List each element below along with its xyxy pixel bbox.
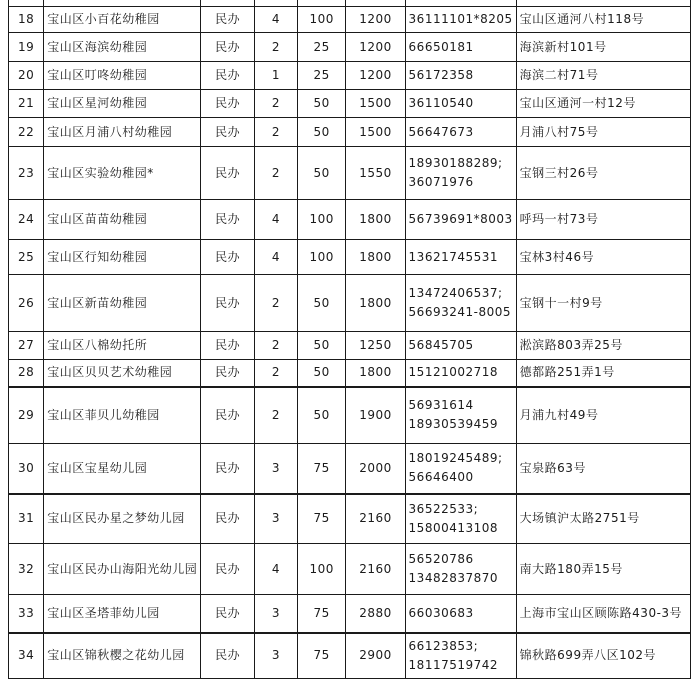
address-cell: 上海市宝山区顾陈路430-3号 [516, 595, 690, 633]
kindergarten-name-cell: 宝山区新苗幼稚园 [44, 275, 201, 332]
table-row [9, 275, 691, 332]
row-number-cell: 26 [9, 275, 44, 332]
school-type-cell: 民办 [201, 544, 255, 595]
fee-cell: 2000 [346, 444, 405, 494]
address-cell: 宝泉路63号 [516, 444, 690, 494]
row-number-cell: 25 [9, 240, 44, 275]
fee-cell: 1200 [346, 33, 405, 62]
class-count-cell: 2 [255, 275, 298, 332]
school-type-cell: 民办 [201, 90, 255, 118]
table-row [9, 147, 691, 200]
table-row [9, 444, 691, 494]
class-count-cell: 2 [255, 33, 298, 62]
kindergarten-name-cell: 宝山区海滨幼稚园 [44, 33, 201, 62]
table-row [9, 7, 691, 33]
row-number-cell: 34 [9, 633, 44, 679]
address-cell: 呼玛一村73号 [516, 200, 690, 240]
capacity-cell: 50 [297, 332, 345, 360]
fee-cell: 1900 [346, 387, 405, 444]
phone-cell [405, 147, 516, 200]
class-count-cell: 4 [255, 240, 298, 275]
capacity-cell: 75 [297, 494, 345, 544]
school-type-cell: 民办 [201, 118, 255, 147]
kindergarten-name-cell: 宝山区民办星之梦幼儿园 [44, 494, 201, 544]
phone-line: 36522533; [408, 501, 479, 516]
phone-line: 18930539459 [408, 417, 499, 432]
phone-line: 66650181 [408, 39, 474, 54]
row-number-cell: 24 [9, 200, 44, 240]
phone-line: 15800413108 [408, 520, 499, 535]
phone-line: 66030683 [408, 605, 474, 620]
capacity-cell: 25 [297, 33, 345, 62]
class-count-cell: 3 [255, 444, 298, 494]
address-cell: 宝山区通河八村118号 [516, 7, 690, 33]
class-count-cell: 3 [255, 595, 298, 633]
capacity-cell: 100 [297, 240, 345, 275]
phone-line: 36111101*8205 [408, 12, 513, 26]
class-count-cell: 1 [255, 62, 298, 90]
capacity-cell: 100 [297, 7, 345, 33]
fee-cell: 1200 [346, 62, 405, 90]
capacity-cell: 75 [297, 595, 345, 633]
phone-line: 56693241-8005 [408, 305, 511, 319]
fee-cell: 1250 [346, 332, 405, 360]
phone-cell [405, 275, 516, 332]
school-type-cell: 民办 [201, 240, 255, 275]
row-number-cell: 29 [9, 387, 44, 444]
school-type-cell: 民办 [201, 332, 255, 360]
phone-line: 56646400 [408, 470, 474, 485]
fee-cell: 1800 [346, 360, 405, 387]
fee-cell: 1800 [346, 275, 405, 332]
table-row [9, 544, 691, 595]
address-cell: 宝林3村46号 [516, 240, 690, 275]
capacity-cell: 100 [297, 544, 345, 595]
phone-cell [405, 544, 516, 595]
school-type-cell: 民办 [201, 33, 255, 62]
row-number-cell: 28 [9, 360, 44, 387]
phone-line: 36071976 [408, 175, 474, 189]
phone-line: 56647673 [408, 124, 474, 139]
phone-cell [405, 332, 516, 360]
phone-line: 13482837870 [408, 571, 499, 585]
table-row [9, 118, 691, 147]
capacity-cell: 50 [297, 275, 345, 332]
class-count-cell: 2 [255, 332, 298, 360]
class-count-cell: 3 [255, 633, 298, 679]
row-number-cell: 32 [9, 544, 44, 595]
fee-cell: 1800 [346, 200, 405, 240]
school-type-cell: 民办 [201, 494, 255, 544]
kindergarten-name-cell: 宝山区行知幼稚园 [44, 240, 201, 275]
class-count-cell: 2 [255, 90, 298, 118]
capacity-cell: 50 [297, 118, 345, 147]
school-type-cell: 民办 [201, 387, 255, 444]
fee-cell: 1500 [346, 118, 405, 147]
address-cell: 宝钢十一村9号 [516, 275, 690, 332]
kindergarten-name-cell: 宝山区锦秋樱之花幼儿园 [44, 633, 201, 679]
row-number-cell: 22 [9, 118, 44, 147]
kindergarten-name-cell: 宝山区八棉幼托所 [44, 332, 201, 360]
class-count-cell: 4 [255, 544, 298, 595]
fee-cell: 2160 [346, 494, 405, 544]
phone-line: 66123853; [408, 638, 479, 653]
capacity-cell: 75 [297, 444, 345, 494]
phone-cell [405, 494, 516, 544]
table-row [9, 633, 691, 679]
table-row [9, 33, 691, 62]
phone-cell [405, 33, 516, 62]
row-number-cell: 21 [9, 90, 44, 118]
row-number-cell: 31 [9, 494, 44, 544]
kindergarten-name-cell: 宝山区小百花幼稚园 [44, 7, 201, 33]
kindergarten-name-cell: 宝山区星河幼稚园 [44, 90, 201, 118]
address-cell: 大场镇沪太路2751号 [516, 494, 690, 544]
capacity-cell: 50 [297, 387, 345, 444]
address-cell: 海滨新村101号 [516, 33, 690, 62]
address-cell: 海滨二村71号 [516, 62, 690, 90]
capacity-cell: 50 [297, 147, 345, 200]
kindergarten-name-cell: 宝山区菲贝儿幼稚园 [44, 387, 201, 444]
phone-cell [405, 633, 516, 679]
capacity-cell: 50 [297, 90, 345, 118]
address-cell: 淞滨路803弄25号 [516, 332, 690, 360]
fee-cell: 1200 [346, 7, 405, 33]
phone-cell [405, 360, 516, 387]
school-type-cell: 民办 [201, 360, 255, 387]
class-count-cell: 2 [255, 387, 298, 444]
phone-line: 36110540 [408, 96, 474, 110]
kindergarten-name-cell: 宝山区苗苗幼稚园 [44, 200, 201, 240]
phone-line: 18019245489; [408, 451, 503, 466]
fee-cell: 2880 [346, 595, 405, 633]
row-number-cell: 18 [9, 7, 44, 33]
table-row [9, 360, 691, 387]
table-row [9, 240, 691, 275]
phone-line: 13472406537; [408, 286, 503, 300]
phone-cell [405, 200, 516, 240]
phone-line: 18930188289; [408, 156, 503, 170]
phone-cell [405, 387, 516, 444]
table-row [9, 62, 691, 90]
table-row [9, 332, 691, 360]
phone-cell [405, 7, 516, 33]
address-cell: 宝山区通河一村12号 [516, 90, 690, 118]
phone-cell [405, 62, 516, 90]
kindergarten-name-cell: 宝山区实验幼稚园* [44, 147, 201, 200]
table-row [9, 595, 691, 633]
class-count-cell: 4 [255, 200, 298, 240]
phone-cell [405, 595, 516, 633]
kindergarten-name-cell: 宝山区贝贝艺术幼稚园 [44, 360, 201, 387]
address-cell: 锦秋路699弄八区102号 [516, 633, 690, 679]
school-type-cell: 民办 [201, 595, 255, 633]
kindergarten-name-cell: 宝山区宝星幼儿园 [44, 444, 201, 494]
school-type-cell: 民办 [201, 633, 255, 679]
row-number-cell: 20 [9, 62, 44, 90]
address-cell: 月浦八村75号 [516, 118, 690, 147]
fee-cell: 2900 [346, 633, 405, 679]
class-count-cell: 4 [255, 7, 298, 33]
table-row [9, 494, 691, 544]
kindergarten-name-cell: 宝山区圣塔菲幼儿园 [44, 595, 201, 633]
capacity-cell: 100 [297, 200, 345, 240]
school-type-cell: 民办 [201, 7, 255, 33]
phone-cell [405, 90, 516, 118]
address-cell: 德都路251弄1号 [516, 360, 690, 387]
school-type-cell: 民办 [201, 62, 255, 90]
kindergarten-name-cell: 宝山区叮咚幼稚园 [44, 62, 201, 90]
class-count-cell: 2 [255, 147, 298, 200]
phone-line: 18117519742 [408, 657, 499, 672]
kindergarten-name-cell: 宝山区月浦八村幼稚园 [44, 118, 201, 147]
phone-line: 56739691*8003 [408, 212, 513, 226]
class-count-cell: 3 [255, 494, 298, 544]
row-number-cell: 19 [9, 33, 44, 62]
phone-line: 15121002718 [408, 365, 499, 380]
row-number-cell: 30 [9, 444, 44, 494]
row-number-cell: 33 [9, 595, 44, 633]
table-row [9, 200, 691, 240]
phone-cell [405, 444, 516, 494]
kindergarten-table [8, 0, 691, 679]
capacity-cell: 75 [297, 633, 345, 679]
row-number-cell: 27 [9, 332, 44, 360]
school-type-cell: 民办 [201, 200, 255, 240]
address-cell: 南大路180弄15号 [516, 544, 690, 595]
school-type-cell: 民办 [201, 275, 255, 332]
address-cell: 宝钢三村26号 [516, 147, 690, 200]
phone-line: 13621745531 [408, 249, 499, 264]
school-type-cell: 民办 [201, 444, 255, 494]
phone-line: 56931614 [408, 398, 474, 413]
fee-cell: 1500 [346, 90, 405, 118]
phone-line: 56172358 [408, 68, 474, 82]
kindergarten-name-cell: 宝山区民办山海阳光幼儿园 [44, 544, 201, 595]
school-type-cell: 民办 [201, 147, 255, 200]
capacity-cell: 50 [297, 360, 345, 387]
table-row [9, 387, 691, 444]
address-cell: 月浦九村49号 [516, 387, 690, 444]
phone-cell [405, 240, 516, 275]
phone-line: 56520786 [408, 552, 474, 566]
class-count-cell: 2 [255, 118, 298, 147]
class-count-cell: 2 [255, 360, 298, 387]
phone-cell [405, 118, 516, 147]
table-row [9, 90, 691, 118]
fee-cell: 2160 [346, 544, 405, 595]
capacity-cell: 25 [297, 62, 345, 90]
phone-line: 56845705 [408, 338, 474, 352]
fee-cell: 1550 [346, 147, 405, 200]
row-number-cell: 23 [9, 147, 44, 200]
fee-cell: 1800 [346, 240, 405, 275]
